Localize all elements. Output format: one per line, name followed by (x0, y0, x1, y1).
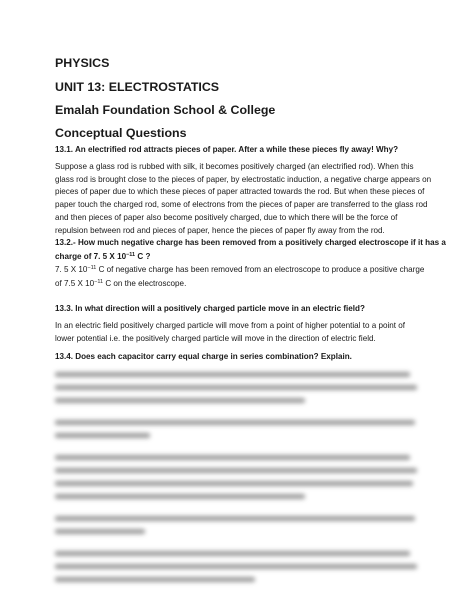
answer-line (55, 278, 427, 292)
question-13-4: 13.4. Does each capacitor carry equal charge in series combination? Explain. (55, 352, 352, 361)
charge-text: charge of 7. 5 X 10 (55, 252, 127, 261)
question-13-1: 13.1. An electrified rod attracts pieces of paper. After a while these pieces fly away! Why? (55, 145, 399, 154)
school-heading: Emalah Foundation School & College (55, 103, 276, 117)
answer-line: pieces of paper due to which these pieces of paper attracted towards the rod. But when these pieces of (55, 187, 425, 197)
answer-13-3 (55, 320, 427, 345)
section-heading: Conceptual Questions (55, 126, 187, 140)
answer-line: glass rod is brought close to the pieces of paper, by electrostatic induction, a negative charge appears on (55, 174, 432, 184)
answer-line: and then pieces of paper also become positively charged, due to which there will be the force of (55, 212, 398, 222)
question-line (55, 250, 427, 265)
answer-line: repulsion between rod and pieces of paper, hence the pieces of paper fly away from the rod. (55, 225, 385, 235)
answer-text: C of negative charge has been removed from an electroscope to produce a positive charge (96, 265, 425, 274)
question-line: 13.2.- How much negative charge has been removed from a positively charged electroscope if it has a (55, 238, 446, 247)
question-13-2 (55, 236, 446, 265)
answer-text: C on the electroscope. (103, 278, 187, 288)
answer-line: Suppose a glass rod is rubbed with silk, it becomes positively charged (an electrified rod). When this (55, 162, 414, 171)
answer-13-2 (55, 264, 427, 291)
answer-13-1 (55, 161, 432, 237)
exponent: −11 (87, 265, 97, 271)
question-13-3: 13.3. In what direction will a positively charged particle move in an electric field? (55, 304, 365, 313)
answer-line: paper touch the charged rod, some of electrons from the pieces of paper are transferred to the glass rod (55, 200, 428, 210)
charge-text: 7. 5 X 10 (55, 265, 88, 274)
answer-line: In an electric field positively charged particle will move from a point of higher potential to a point of (55, 321, 406, 330)
subject-heading: PHYSICS (55, 56, 110, 70)
exponent: −11 (126, 252, 136, 258)
answer-line (55, 264, 427, 278)
unit-heading: UNIT 13: ELECTROSTATICS (55, 80, 220, 94)
charge-text: of 7.5 X 10 (55, 278, 95, 288)
exponent: −11 (94, 278, 104, 285)
answer-line: lower potential i.e. the positively charged particle will move in the direction of electric field. (55, 333, 376, 343)
obscured-content (55, 370, 427, 600)
charge-unit: C ? (135, 252, 151, 261)
